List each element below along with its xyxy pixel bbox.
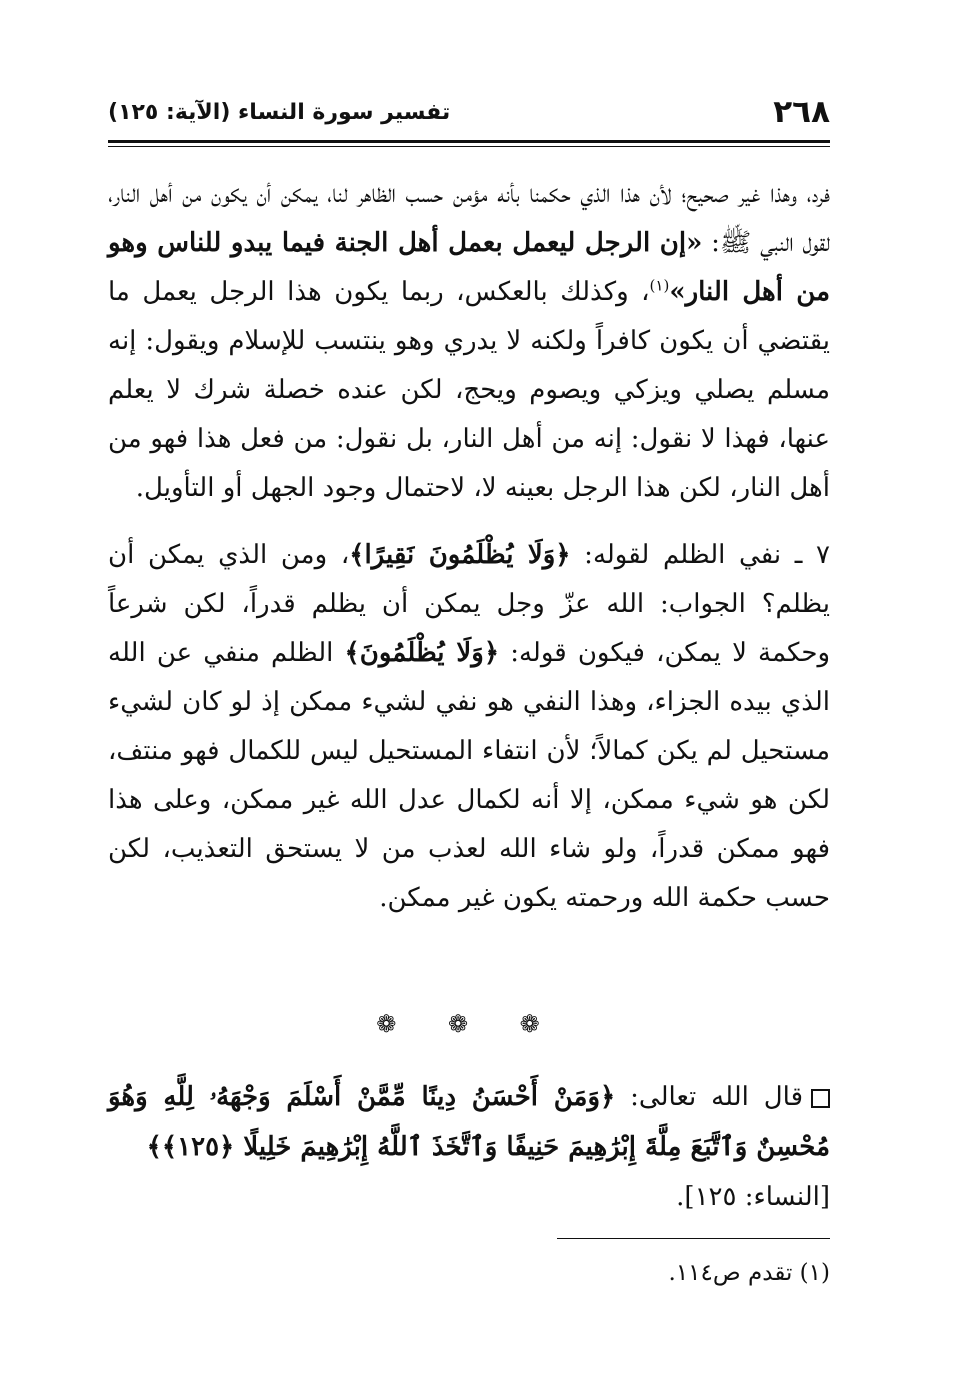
paragraph-2-seg1: ٧ ـ نفي الظلم لقوله: [570, 540, 830, 570]
verse-paragraph [108, 1072, 830, 1222]
quran-quote-1: ﴿وَلَا يُظْلَمُونَ نَقِيرًا﴾ [349, 540, 571, 570]
running-title: تفسير سورة النساء (الآية: ١٢٥) [108, 100, 451, 125]
verse-text: ﴿وَمَنْ أَحْسَنُ دِينًا مِّمَّنْ أَسْلَمَ وَجْهَهُۥ لِلَّهِ وَهُوَ مُحْسِنٌ وَٱتَّبَعَ مِلَّةَ إِبْرَٰهِيمَ حَنِيفًا وَٱتَّخَذَ ٱللَّهُ إِبْرَٰهِيمَ خَلِيلًا ﴿١٢٥﴾﴾ [108, 1082, 830, 1162]
paragraph-2-seg3: الظلم منفي عن الله الذي بيده الجزاء، وهذا النفي هو نفي لشيء ممكن إذ لو كان لشيء مستحيل لم يكن كمالاً؛ لأن انتفاء المستحيل ليس للكمال فهو منتف، لكن هو شيء ممكن، إلا أنه لكمال عدل الله غير ممكن، وعلى هذا فهو ممكن قدراً، ولو شاء الله لعذب من لا يستحق التعذيب، لكن حسب حكمة الله ورحمته يكون غير ممكن. [108, 638, 830, 913]
paragraph-1 [108, 170, 830, 513]
verse-reference: [النساء: ١٢٥]. [676, 1182, 830, 1212]
square-marker-icon [811, 1089, 830, 1108]
quran-quote-2: ﴿وَلَا يُظْلَمُونَ﴾ [344, 638, 500, 668]
section-ornament: ❁ ❁ ❁ [376, 1010, 562, 1038]
verse-intro: قال الله تعالى: [615, 1082, 804, 1112]
paragraph-1-start: فرد، وهذا غير صحيح؛ لأن هذا الذي حكمنا بأنه مؤمن حسب الظاهر لنا، يمكن أن يكون من أهل النار، لقول النبي ﷺ: [108, 179, 830, 258]
header-rule-thin [108, 146, 830, 147]
verse-block [108, 1072, 830, 1222]
main-text [108, 170, 830, 923]
paragraph-1-end: ، وكذلك بالعكس، ربما يكون هذا الرجل يعمل ما يقتضي أن يكون كافراً ولكنه لا يدري وهو ينتسب للإسلام ويقول: إنه مسلم يصلي ويزكي ويصوم ويحج، لكن عنده خصلة شرك لا يعلم عنها، فهذا لا نقول: إنه من أهل النار، بل نقول: من فعل هذا فهو من أهل النار، لكن هذا الرجل بعينه لا، لاحتمال وجود الجهل أو التأويل. [108, 277, 830, 503]
footnote-rule [557, 1238, 830, 1239]
header-rule-thick [108, 140, 830, 143]
footnote-marker: (١) [649, 276, 670, 295]
paragraph-2 [108, 531, 830, 923]
running-header [108, 92, 830, 136]
paragraph-2-seg2: ، ومن الذي يمكن أن يظلم؟ الجواب: الله عزّ وجل يمكن أن يظلم قدراً، لكن شرعاً وحكمة لا يمكن، فيكون قوله: [108, 540, 830, 668]
hadith-quote: «إن الرجل ليعمل بعمل أهل الجنة فيما يبدو للناس وهو من أهل النار» [108, 228, 831, 307]
footnote: (١) تقدم ص١١٤. [668, 1260, 830, 1286]
page-number: ٢٦٨ [773, 94, 830, 130]
